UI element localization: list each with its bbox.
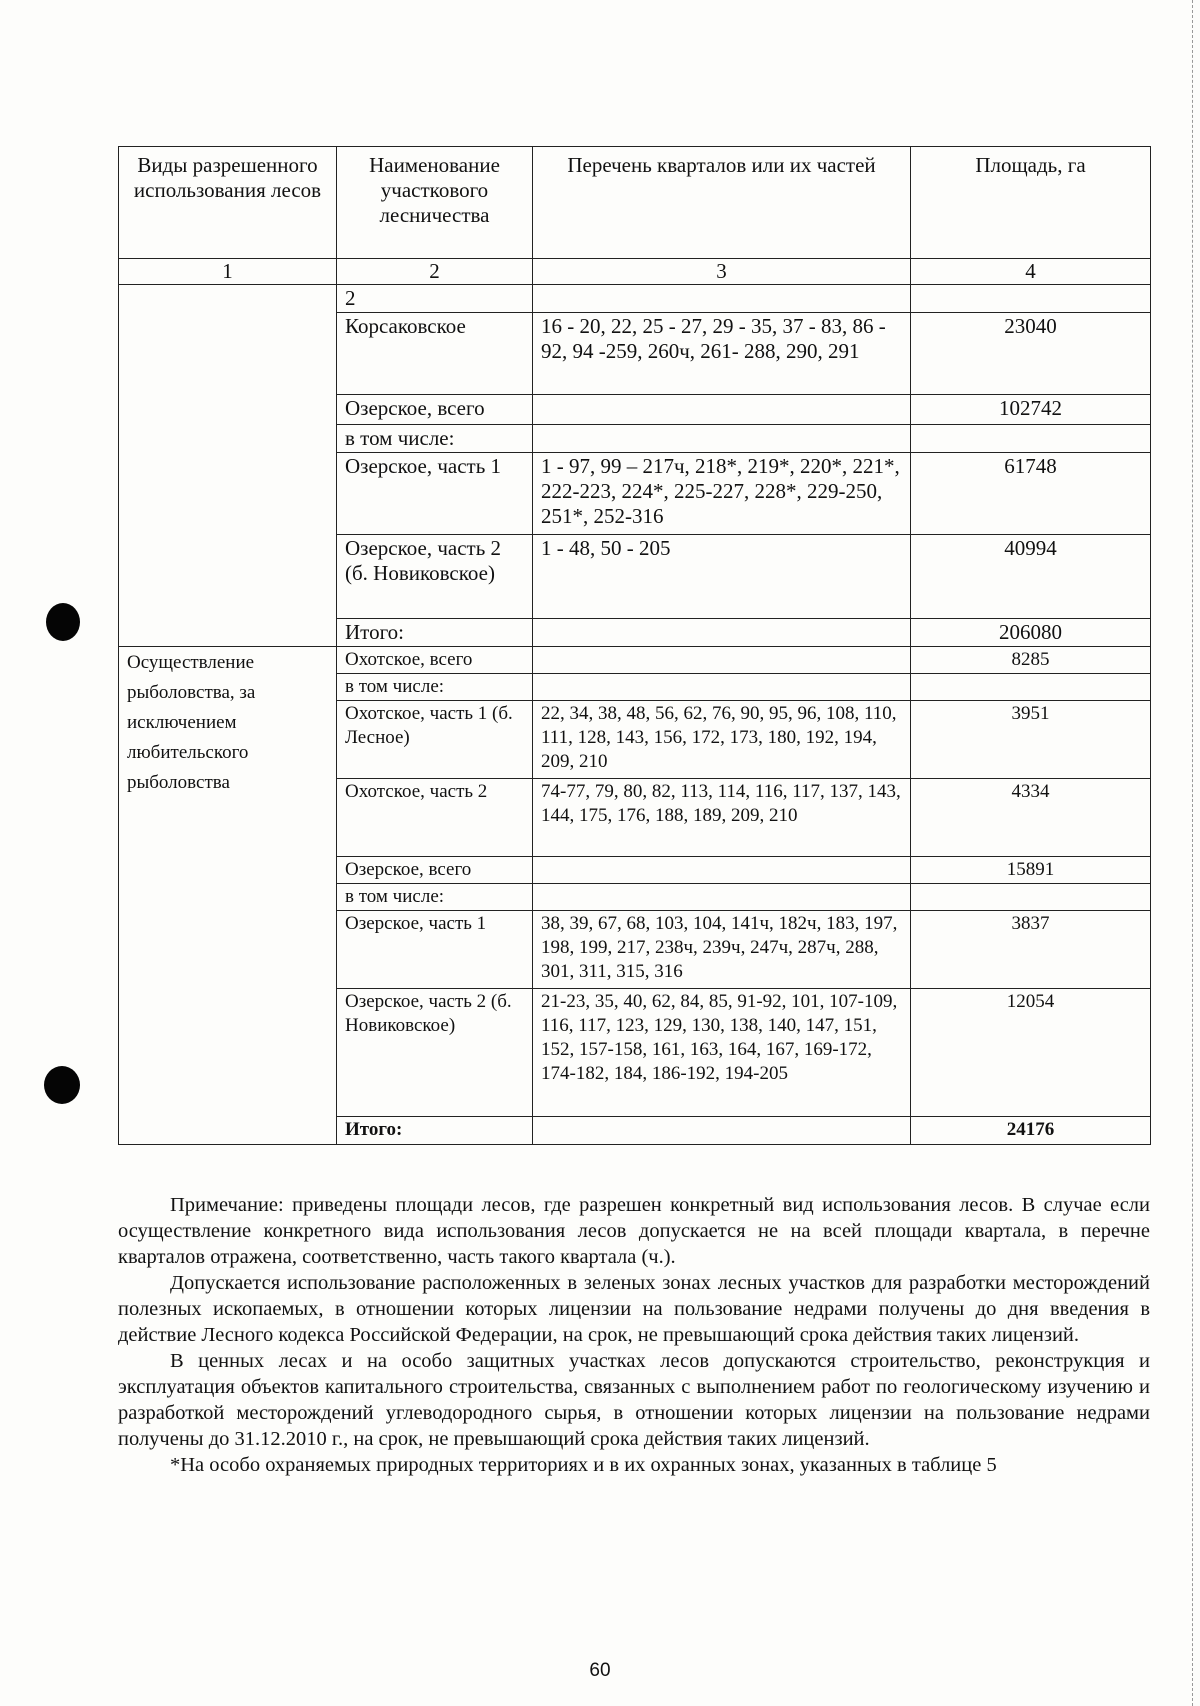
- area-cell: 61748: [911, 453, 1151, 535]
- quarters-cell: 1 - 48, 50 - 205: [533, 535, 911, 619]
- use-type-cell: Осуществление рыболовства, за исключением любительского рыболовства: [119, 647, 337, 1145]
- area-cell: [911, 285, 1151, 313]
- forestry-name-cell: в том числе:: [337, 425, 533, 453]
- punch-hole-top: [46, 603, 80, 641]
- forestry-name-cell: Охотское, часть 2: [337, 779, 533, 857]
- quarters-cell: 1 - 97, 99 – 217ч, 218*, 219*, 220*, 221*, 222-223, 224*, 225-227, 228*, 229-250, 251*, 252-316: [533, 453, 911, 535]
- forestry-name-cell: Озерское, часть 2 (б. Новиковское): [337, 989, 533, 1117]
- column-number: 1: [119, 259, 337, 285]
- quarters-cell: [533, 425, 911, 453]
- header-use-type: Виды разрешенного использования лесов: [119, 147, 337, 259]
- use-type-cell: [119, 285, 337, 647]
- quarters-cell: [533, 857, 911, 884]
- area-cell: 15891: [911, 857, 1151, 884]
- forest-use-table-wrap: [118, 146, 1150, 1145]
- forestry-name-cell: Охотское, всего: [337, 647, 533, 674]
- area-cell: [911, 884, 1151, 911]
- forestry-name-cell: в том числе:: [337, 884, 533, 911]
- table-row: [119, 285, 1151, 313]
- area-cell: 8285: [911, 647, 1151, 674]
- area-cell: [911, 425, 1151, 453]
- page-number: 60: [589, 1660, 611, 1681]
- area-cell: 4334: [911, 779, 1151, 857]
- notes-section: [118, 1192, 1150, 1478]
- quarters-cell: [533, 285, 911, 313]
- forestry-name-cell: Озерское, часть 2 (б. Новиковское): [337, 535, 533, 619]
- column-number-row: [119, 259, 1151, 285]
- column-number: 2: [337, 259, 533, 285]
- column-number: 4: [911, 259, 1151, 285]
- note-paragraph: Допускается использование расположенных в зеленых зонах лесных участков для разработки месторождений полезных ископаемых, в отношении которых лицензии на пользование недрами получены до дня введения в действие Лесного кодекса Российской Федерации, на срок, не превышающий срока действия таких лицензий.: [118, 1272, 1150, 1346]
- area-cell: 12054: [911, 989, 1151, 1117]
- forestry-name-cell: Корсаковское: [337, 313, 533, 395]
- quarters-cell: 22, 34, 38, 48, 56, 62, 76, 90, 95, 96, 108, 110, 111, 128, 143, 156, 172, 173, 180, 192, 194, 209, 210: [533, 701, 911, 779]
- forestry-name-cell: Озерское, всего: [337, 857, 533, 884]
- forestry-name-cell: Итого:: [337, 619, 533, 647]
- quarters-cell: [533, 395, 911, 425]
- quarters-cell: 16 - 20, 22, 25 - 27, 29 - 35, 37 - 83, 86 - 92, 94 -259, 260ч, 261- 288, 290, 291: [533, 313, 911, 395]
- quarters-cell: 38, 39, 67, 68, 103, 104, 141ч, 182ч, 183, 197, 198, 199, 217, 238ч, 239ч, 247ч, 287ч, 288, 301, 311, 315, 316: [533, 911, 911, 989]
- column-number: 3: [533, 259, 911, 285]
- header-forestry-name: Наименование участкового лесничества: [337, 147, 533, 259]
- header-area: Площадь, га: [911, 147, 1151, 259]
- area-cell: 3837: [911, 911, 1151, 989]
- area-cell: 23040: [911, 313, 1151, 395]
- quarters-cell: [533, 619, 911, 647]
- quarters-cell: [533, 674, 911, 701]
- quarters-cell: [533, 647, 911, 674]
- forestry-name-cell: Озерское, часть 1: [337, 453, 533, 535]
- forestry-name-cell: Итого:: [337, 1117, 533, 1145]
- note-paragraph: В ценных лесах и на особо защитных участках лесов допускаются строительство, реконструкция и эксплуатация объектов капитального строительства, связанных с выполнением работ по геологическому изучению и разработкой месторождений углеводородного сырья, в отношении которых лицензии на пользование недрами получены до 31.12.2010 г., на срок, не превышающий срока действия таких лицензий.: [118, 1350, 1150, 1450]
- note-paragraph: Примечание: приведены площади лесов, где разрешен конкретный вид использования лесов. В случае если осуществление конкретного вида использования лесов допускается не на всей площади квартала, в перечне кварталов отражена, соответственно, часть такого квартала (ч.).: [118, 1194, 1150, 1268]
- header-quarters-list: Перечень кварталов или их частей: [533, 147, 911, 259]
- table-header-row: [119, 147, 1151, 259]
- table-row: [119, 647, 1151, 674]
- forestry-name-cell: 2: [337, 285, 533, 313]
- punch-hole-bottom: [44, 1066, 80, 1104]
- scan-edge-mark: [1192, 0, 1193, 1706]
- quarters-cell: 74-77, 79, 80, 82, 113, 114, 116, 117, 137, 143, 144, 175, 176, 188, 189, 209, 210: [533, 779, 911, 857]
- area-cell: 24176: [911, 1117, 1151, 1145]
- forestry-name-cell: Охотское, часть 1 (б. Лесное): [337, 701, 533, 779]
- area-cell: 206080: [911, 619, 1151, 647]
- area-cell: 40994: [911, 535, 1151, 619]
- note-paragraph: *На особо охраняемых природных территориях и в их охранных зонах, указанных в таблице 5: [170, 1454, 997, 1476]
- quarters-cell: [533, 884, 911, 911]
- area-cell: [911, 674, 1151, 701]
- quarters-cell: [533, 1117, 911, 1145]
- forestry-name-cell: Озерское, часть 1: [337, 911, 533, 989]
- forestry-name-cell: Озерское, всего: [337, 395, 533, 425]
- forest-use-table: [118, 146, 1151, 1145]
- quarters-cell: 21-23, 35, 40, 62, 84, 85, 91-92, 101, 107-109, 116, 117, 123, 129, 130, 138, 140, 147, 151, 152, 157-158, 161, 163, 164, 167, 169-172, 174-182, 184, 186-192, 194-205: [533, 989, 911, 1117]
- area-cell: 102742: [911, 395, 1151, 425]
- area-cell: 3951: [911, 701, 1151, 779]
- forestry-name-cell: в том числе:: [337, 674, 533, 701]
